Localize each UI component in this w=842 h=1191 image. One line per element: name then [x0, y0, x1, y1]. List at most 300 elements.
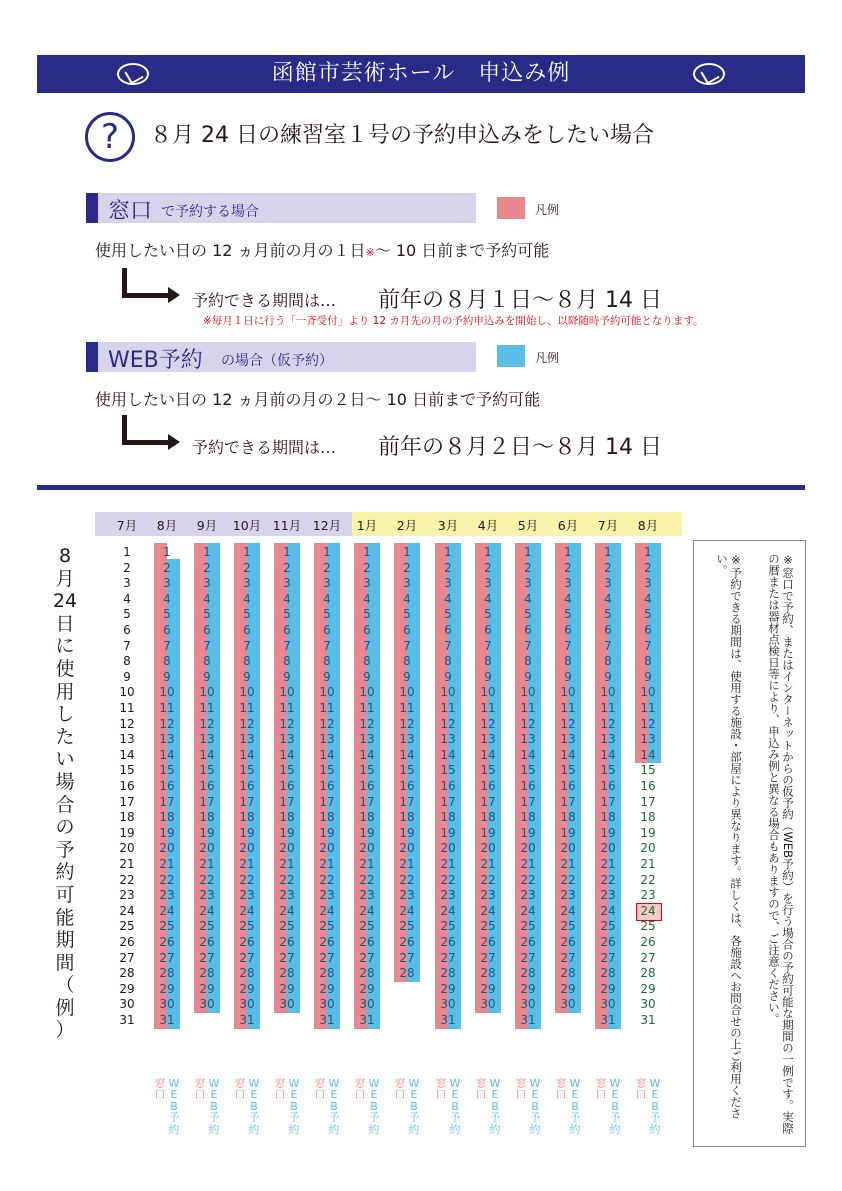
calendar-day: 3 — [604, 576, 612, 591]
calendar-day: 23 — [600, 888, 616, 903]
calendar-day: 22 — [640, 872, 656, 887]
calendar-day: 7 — [444, 638, 452, 653]
calendar-day: 6 — [363, 623, 371, 637]
calendar-day: 16 — [520, 779, 536, 793]
calendar-day: 16 — [560, 779, 576, 793]
calendar-day: 1 — [604, 545, 612, 559]
calendar-day: 4 — [604, 591, 612, 606]
calendar-day: 15 — [520, 763, 536, 778]
calendar-day: 17 — [399, 794, 415, 809]
calendar-day: 30 — [560, 997, 576, 1012]
calendar-day: 19 — [440, 825, 456, 840]
calendar-day: 30 — [319, 997, 335, 1012]
calendar-day: 2 — [323, 560, 331, 575]
calendar-day: 27 — [600, 950, 616, 965]
calendar-day: 31 — [119, 1013, 135, 1027]
calendar-day: 16 — [279, 779, 295, 793]
calendar-day: 1 — [403, 545, 411, 559]
month-header: 11月 — [272, 518, 302, 533]
calendar-day: 4 — [323, 591, 331, 606]
month-header: 4月 — [477, 518, 499, 533]
calendar-day: 19 — [480, 825, 496, 840]
calendar-day: 8 — [243, 654, 251, 669]
calendar-day: 10 — [480, 685, 496, 700]
calendar-day: 15 — [640, 763, 656, 778]
calendar-day: 1 — [644, 545, 652, 559]
calendar-day: 11 — [399, 701, 415, 715]
calendar-day: 30 — [440, 997, 456, 1012]
calendar-day: 11 — [279, 701, 295, 715]
calendar-day: 21 — [319, 857, 335, 871]
calendar-day: 12 — [119, 716, 135, 731]
calendar-day: 1 — [484, 545, 492, 559]
calendar-day: 11 — [119, 701, 135, 715]
calendar-day: 11 — [520, 701, 536, 715]
calendar-day: 23 — [560, 888, 576, 903]
calendar-day: 15 — [319, 763, 335, 778]
calendar-day: 20 — [640, 841, 656, 856]
calendar-day: 6 — [604, 623, 612, 637]
page-title: 函館市芸術ホール 申込み例 — [271, 61, 571, 86]
calendar-day: 2 — [283, 560, 291, 575]
calendar-day: 12 — [440, 716, 456, 731]
calendar-day: 26 — [239, 935, 255, 949]
legend-swatch-web — [497, 345, 525, 367]
calendar-day: 20 — [440, 841, 456, 856]
calendar-day: 8 — [644, 654, 652, 669]
calendar-day: 11 — [159, 701, 175, 715]
calendar-day: 9 — [163, 669, 171, 684]
calendar-day: 24 — [359, 903, 375, 918]
month-header: 7月 — [597, 518, 619, 533]
calendar-day: 25 — [319, 919, 335, 934]
calendar-day: 23 — [199, 888, 215, 903]
calendar-day: 16 — [359, 779, 375, 793]
calendar-day: 26 — [319, 935, 335, 949]
calendar-day: 2 — [123, 560, 131, 575]
calendar-day: 24 — [640, 903, 656, 918]
calendar-day: 31 — [239, 1013, 255, 1027]
calendar-day: 30 — [640, 997, 656, 1012]
web-label: W E B 予 約 — [649, 1077, 661, 1136]
calendar-day: 21 — [520, 857, 536, 871]
calendar-day: 4 — [444, 591, 452, 606]
month-header: 10月 — [232, 518, 262, 533]
calendar-day: 6 — [123, 623, 131, 637]
calendar-day: 27 — [359, 950, 375, 965]
web-label: W E B 予 約 — [168, 1077, 180, 1136]
calendar-day: 15 — [560, 763, 576, 778]
section-head-small: で予約する場合 — [161, 204, 259, 220]
calendar-day: 13 — [359, 732, 375, 747]
calendar-day: 15 — [399, 763, 415, 778]
calendar-day: 14 — [119, 747, 135, 762]
web-label: W E B 予 約 — [368, 1077, 380, 1136]
calendar-day: 23 — [440, 888, 456, 903]
calendar-day: 6 — [484, 623, 492, 637]
calendar-day: 9 — [444, 669, 452, 684]
calendar-day: 22 — [319, 872, 335, 887]
month-header: 6月 — [557, 518, 579, 533]
calendar-day: 7 — [524, 638, 532, 653]
calendar-day: 15 — [480, 763, 496, 778]
window-label: 窓 口 — [515, 1077, 527, 1102]
calendar-day: 13 — [159, 732, 175, 747]
window-section-header — [86, 193, 476, 223]
calendar-day: 31 — [520, 1013, 536, 1027]
calendar-day: 24 — [480, 903, 496, 918]
calendar-day: 9 — [524, 669, 532, 684]
calendar-day: 18 — [520, 810, 536, 825]
calendar-day: 4 — [283, 591, 291, 606]
calendar-day: 5 — [243, 607, 251, 622]
calendar-day: 5 — [524, 607, 532, 622]
calendar-day: 19 — [199, 825, 215, 840]
calendar-day: 23 — [159, 888, 175, 903]
calendar-day: 26 — [159, 935, 175, 949]
calendar-day: 12 — [399, 716, 415, 731]
section-divider — [37, 485, 805, 490]
calendar-day: 2 — [243, 560, 251, 575]
calendar-day: 9 — [484, 669, 492, 684]
calendar-day: 5 — [644, 607, 652, 622]
calendar-day: 26 — [640, 935, 656, 949]
calendar-day: 17 — [239, 794, 255, 809]
calendar-day: 20 — [319, 841, 335, 856]
calendar-day: 10 — [319, 685, 335, 700]
calendar-day: 7 — [564, 638, 572, 653]
calendar-day: 22 — [239, 872, 255, 887]
calendar-day: 26 — [279, 935, 295, 949]
window-label: 窓 口 — [635, 1077, 647, 1102]
calendar-day: 10 — [440, 685, 456, 700]
calendar-day: 14 — [600, 747, 616, 762]
calendar-day: 23 — [319, 888, 335, 903]
calendar-day: 8 — [363, 654, 371, 669]
calendar-day: 16 — [440, 779, 456, 793]
calendar-day: 18 — [359, 810, 375, 825]
calendar-day: 24 — [440, 903, 456, 918]
calendar-day: 29 — [560, 981, 576, 996]
calendar-day: 13 — [440, 732, 456, 747]
calendar-day: 12 — [480, 716, 496, 731]
calendar-day: 3 — [524, 576, 532, 591]
calendar-day: 10 — [159, 685, 175, 700]
calendar-day: 24 — [279, 903, 295, 918]
calendar-day: 10 — [560, 685, 576, 700]
calendar-day: 2 — [403, 560, 411, 575]
calendar-day: 3 — [484, 576, 492, 591]
calendar-day: 27 — [279, 950, 295, 965]
calendar-day: 27 — [480, 950, 496, 965]
calendar-day: 15 — [279, 763, 295, 778]
calendar-day: 21 — [159, 857, 175, 871]
calendar-day: 14 — [640, 747, 656, 762]
month-header: 12月 — [312, 518, 342, 533]
month-header: 3月 — [437, 518, 459, 533]
calendar-day: 18 — [279, 810, 295, 825]
calendar-day: 1 — [564, 545, 572, 559]
section-bar — [86, 342, 98, 372]
calendar-day: 22 — [359, 872, 375, 887]
calendar-day: 26 — [119, 935, 135, 949]
month-header: 8月 — [156, 518, 178, 533]
calendar-day: 29 — [359, 981, 375, 996]
calendar-day: 8 — [323, 654, 331, 669]
calendar-day: 24 — [199, 903, 215, 918]
calendar-day: 28 — [520, 966, 536, 981]
calendar-day: 21 — [440, 857, 456, 871]
calendar-day: 4 — [524, 591, 532, 606]
calendar-day: 2 — [203, 560, 211, 575]
calendar-day: 23 — [640, 888, 656, 903]
calendar-day: 2 — [644, 560, 652, 575]
calendar-day: 2 — [163, 560, 171, 575]
section-head-big: WEB予約 — [108, 348, 203, 373]
calendar-day: 1 — [243, 545, 251, 559]
legend-label-web: 凡例 — [535, 351, 560, 365]
calendar-day: 18 — [399, 810, 415, 825]
calendar-day: 31 — [440, 1013, 456, 1027]
calendar-day: 26 — [600, 935, 616, 949]
calendar-day: 8 — [283, 654, 291, 669]
calendar-day: 2 — [363, 560, 371, 575]
calendar-day: 18 — [480, 810, 496, 825]
calendar-day: 19 — [640, 825, 656, 840]
calendar-day: 13 — [119, 732, 135, 747]
calendar-day: 7 — [323, 638, 331, 653]
calendar-day: 2 — [604, 560, 612, 575]
calendar-day: 17 — [119, 794, 135, 809]
calendar-day: 24 — [119, 903, 135, 918]
calendar-day: 5 — [604, 607, 612, 622]
web-label: W E B 予 約 — [328, 1077, 340, 1136]
calendar-day: 5 — [123, 607, 131, 622]
calendar-day: 29 — [520, 981, 536, 996]
calendar-day: 8 — [564, 654, 572, 669]
calendar-day: 10 — [119, 685, 135, 700]
calendar-day: 28 — [319, 966, 335, 981]
calendar-day: 3 — [123, 576, 131, 591]
calendar-day: 20 — [399, 841, 415, 856]
calendar-day: 21 — [560, 857, 576, 871]
calendar-day: 23 — [399, 888, 415, 903]
window-label: 窓 口 — [194, 1077, 206, 1102]
header-banner — [37, 55, 805, 93]
calendar-day: 17 — [480, 794, 496, 809]
calendar-day: 25 — [279, 919, 295, 934]
calendar-day: 31 — [159, 1013, 175, 1027]
calendar-day: 7 — [403, 638, 411, 653]
calendar-day: 24 — [600, 903, 616, 918]
web-label: W E B 予 約 — [569, 1077, 581, 1136]
calendar-day: 17 — [520, 794, 536, 809]
window-rule-text: 使用したい日の 12 ヵ月前の月の１日 — [95, 241, 366, 260]
calendar-day: 14 — [239, 747, 255, 762]
calendar-day: 28 — [399, 966, 415, 981]
calendar-day: 18 — [560, 810, 576, 825]
calendar-day: 4 — [123, 591, 131, 606]
calendar-day: 25 — [199, 919, 215, 934]
calendar-day: 19 — [159, 825, 175, 840]
calendar-day: 20 — [239, 841, 255, 856]
calendar-day: 12 — [359, 716, 375, 731]
calendar-day: 15 — [359, 763, 375, 778]
section-bar — [86, 193, 98, 223]
month-header: 7月 — [116, 518, 138, 533]
calendar-day: 30 — [239, 997, 255, 1012]
legend-swatch-window — [497, 197, 525, 219]
notes-box — [693, 540, 806, 1147]
calendar-day: 29 — [640, 981, 656, 996]
calendar-day: 28 — [279, 966, 295, 981]
calendar-day: 19 — [119, 825, 135, 840]
calendar-day: 16 — [319, 779, 335, 793]
calendar-day: 21 — [399, 857, 415, 871]
calendar-day: 5 — [363, 607, 371, 622]
calendar-day: 21 — [119, 857, 135, 871]
calendar-day: 4 — [484, 591, 492, 606]
calendar-day: 30 — [119, 997, 135, 1012]
calendar-day: 18 — [119, 810, 135, 825]
calendar-day: 29 — [159, 981, 175, 996]
calendar-day: 17 — [359, 794, 375, 809]
calendar-day: 9 — [243, 669, 251, 684]
calendar-day: 22 — [480, 872, 496, 887]
calendar-day: 31 — [359, 1013, 375, 1027]
note-2: ※予約できる期間は、使用する施設・部屋により異なります。詳しくは、各施設へお問合せの上ご利用ください。 — [715, 553, 743, 1119]
calendar-day: 21 — [239, 857, 255, 871]
window-rule-mark: ※ — [365, 246, 375, 259]
calendar-day: 23 — [480, 888, 496, 903]
calendar-day: 19 — [600, 825, 616, 840]
calendar-day: 5 — [283, 607, 291, 622]
calendar-day: 8 — [524, 654, 532, 669]
calendar-day: 27 — [119, 950, 135, 965]
calendar-day: 12 — [640, 716, 656, 731]
note-1: ※窓口で予約、またはインターネットからの仮予約（WEB予約）を行う場合の予約可能な期間の一例です。実際の暦または器材点検日等により、申込み例と異なる場合もありますので、ご注意ください。 — [767, 553, 795, 1135]
calendar-day: 25 — [119, 919, 135, 934]
calendar-day: 27 — [640, 950, 656, 965]
calendar-day: 31 — [319, 1013, 335, 1027]
calendar-day: 26 — [480, 935, 496, 949]
calendar-day: 17 — [600, 794, 616, 809]
calendar-day: 25 — [480, 919, 496, 934]
calendar-day: 20 — [159, 841, 175, 856]
calendar-day: 21 — [600, 857, 616, 871]
window-label: 窓 口 — [595, 1077, 607, 1102]
calendar-day: 4 — [163, 591, 171, 606]
calendar-day: 7 — [484, 638, 492, 653]
web-label: W E B 予 約 — [408, 1077, 420, 1136]
web-rule: 使用したい日の 12 ヵ月前の月の２日～ 10 日前まで予約可能 — [95, 390, 541, 409]
calendar-day: 18 — [319, 810, 335, 825]
calendar-day: 8 — [123, 654, 131, 669]
calendar-day: 28 — [159, 966, 175, 981]
calendar-day: 18 — [239, 810, 255, 825]
month-header: 9月 — [196, 518, 218, 533]
calendar-day: 17 — [640, 794, 656, 809]
window-label: 窓 口 — [475, 1077, 487, 1102]
calendar-day: 3 — [283, 576, 291, 591]
calendar-day: 8 — [604, 654, 612, 669]
calendar-day: 16 — [159, 779, 175, 793]
calendar-day: 12 — [159, 716, 175, 731]
month-header: 5月 — [517, 518, 539, 533]
calendar-day: 15 — [119, 763, 135, 778]
calendar-day: 28 — [480, 966, 496, 981]
calendar-day: 1 — [323, 545, 331, 559]
calendar-day: 9 — [564, 669, 572, 684]
calendar-day: 9 — [123, 669, 131, 684]
calendar-day: 22 — [279, 872, 295, 887]
calendar-day: 15 — [159, 763, 175, 778]
calendar-day: 3 — [644, 576, 652, 591]
calendar-day: 29 — [119, 981, 135, 996]
calendar-day: 16 — [640, 779, 656, 793]
calendar-day: 10 — [399, 685, 415, 700]
calendar-day: 28 — [600, 966, 616, 981]
calendar-day: 5 — [484, 607, 492, 622]
calendar-day: 10 — [359, 685, 375, 700]
calendar-day: 10 — [640, 685, 656, 700]
calendar-day: 22 — [440, 872, 456, 887]
arrow-icon — [122, 440, 170, 445]
arrow-icon — [122, 293, 170, 298]
calendar-day: 29 — [319, 981, 335, 996]
window-rule-text2: ～ 10 日前まで予約可能 — [374, 241, 550, 260]
window-label: 窓 口 — [234, 1077, 246, 1102]
calendar-day: 13 — [279, 732, 295, 747]
calendar-day: 30 — [600, 997, 616, 1012]
web-section-header — [86, 342, 476, 372]
calendar-day: 9 — [403, 669, 411, 684]
calendar-day: 15 — [239, 763, 255, 778]
calendar-day: 13 — [560, 732, 576, 747]
calendar-day: 19 — [560, 825, 576, 840]
calendar-day: 20 — [560, 841, 576, 856]
calendar-day: 3 — [363, 576, 371, 591]
calendar-day: 26 — [440, 935, 456, 949]
web-period-label: 予約できる期間は… — [192, 438, 337, 457]
calendar-day: 11 — [560, 701, 576, 715]
calendar-day: 5 — [163, 607, 171, 622]
calendar-day: 4 — [564, 591, 572, 606]
calendar-day: 3 — [403, 576, 411, 591]
calendar-day: 22 — [520, 872, 536, 887]
calendar-day: 13 — [600, 732, 616, 747]
calendar-day: 9 — [644, 669, 652, 684]
calendar-day: 6 — [403, 623, 411, 637]
question-text: ８月 24 日の練習室１号の予約申込みをしたい場合 — [150, 123, 654, 148]
calendar-day: 21 — [359, 857, 375, 871]
calendar-day: 5 — [323, 607, 331, 622]
calendar-day: 13 — [480, 732, 496, 747]
calendar-day: 12 — [199, 716, 215, 731]
calendar-day: 2 — [564, 560, 572, 575]
calendar-day: 22 — [399, 872, 415, 887]
calendar-day: 27 — [199, 950, 215, 965]
calendar-day: 26 — [359, 935, 375, 949]
calendar-day: 30 — [159, 997, 175, 1012]
web-label: W E B 予 約 — [288, 1077, 300, 1136]
calendar-day: 14 — [560, 747, 576, 762]
calendar-day: 6 — [524, 623, 532, 637]
calendar-day: 30 — [480, 997, 496, 1012]
calendar-day: 5 — [564, 607, 572, 622]
window-label: 窓 口 — [314, 1077, 326, 1102]
calendar-day: 9 — [604, 669, 612, 684]
